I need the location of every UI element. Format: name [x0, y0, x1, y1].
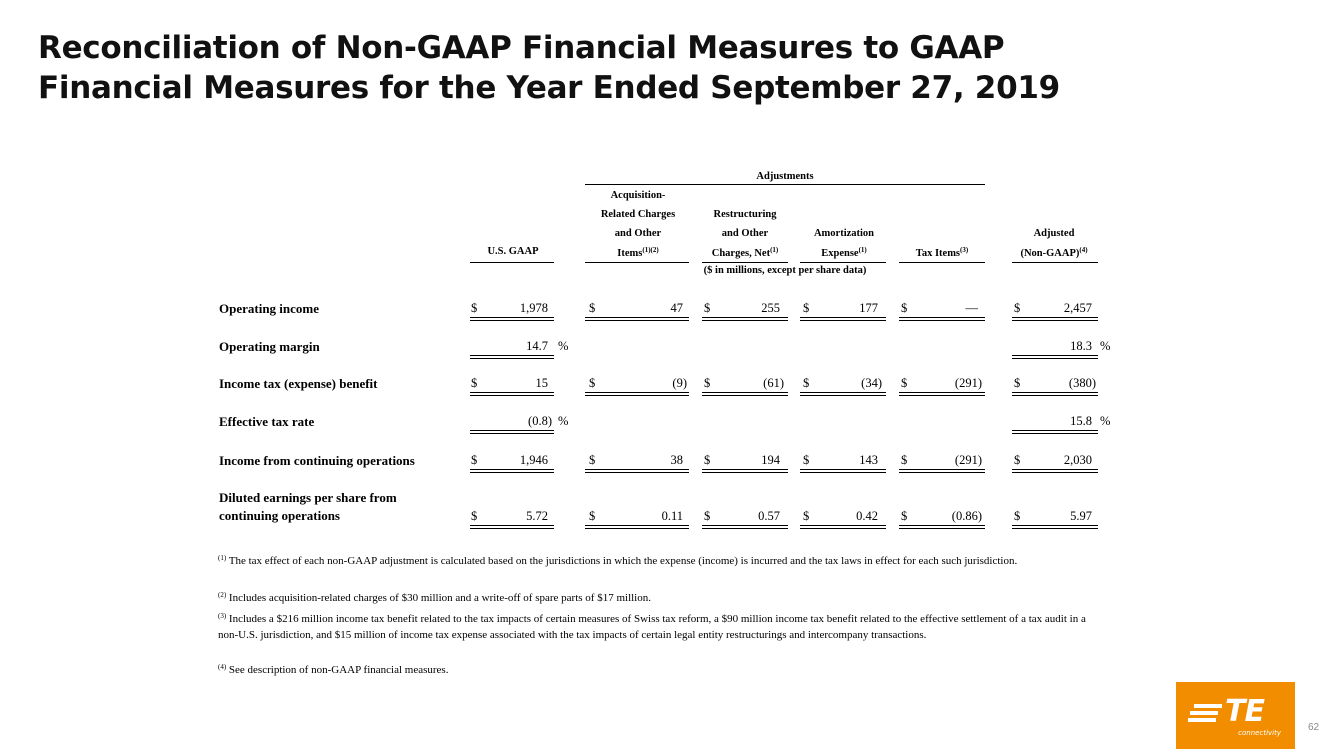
currency-symbol: $ [704, 376, 711, 390]
cell-restr: (61) [763, 376, 784, 390]
currency-symbol: $ [803, 376, 810, 390]
row-label-income-continuing-ops: Income from continuing operations [219, 453, 415, 468]
col-acq-l3: and Other [614, 228, 662, 239]
double-rule [585, 392, 689, 396]
units-note: ($ in millions, except per share data) [703, 265, 867, 276]
cell-acq: 38 [670, 453, 683, 467]
percent-symbol: % [1100, 339, 1111, 353]
col-acq-l4: Items$^{(1)(2)}$ [617, 246, 659, 259]
cell-gaap: (0.8) [528, 414, 552, 428]
currency-symbol: $ [471, 453, 478, 467]
cell-gaap: 14.7 [526, 339, 548, 353]
currency-symbol: $ [901, 453, 908, 467]
currency-symbol: $ [803, 453, 810, 467]
col-adj-l2: (Non-GAAP)$^{(4)}$ [1020, 246, 1088, 259]
col-acq-l2: Related Charges [600, 209, 676, 220]
double-rule [470, 469, 554, 473]
double-rule [585, 525, 689, 529]
currency-symbol: $ [803, 301, 810, 315]
row-label-diluted-eps-cont: continuing operations [219, 508, 340, 523]
logo-mark: TE [1188, 694, 1264, 729]
cell-adjusted: 2,457 [1063, 301, 1092, 315]
footnote-3: $^{(3)}$ Includes a $216 million income tax benefit related to the tax impacts of certain measures of Swiss tax reform, a $90 million income tax benefit related to the effective settlement of a tax audit in a non-U.S. jurisdiction, and $15 million of income tax expense associated with the tax impacts of certain legal entity restructurings and intercompany transactions. [218, 612, 1086, 641]
header-rule [585, 262, 689, 263]
double-rule [470, 317, 554, 321]
currency-symbol: $ [704, 453, 711, 467]
footnote-2: $^{(2)}$ Includes acquisition-related charges of $30 million and a write-off of spare parts of $17 million. [218, 591, 651, 604]
col-amort-l1: Amortization [813, 228, 875, 239]
double-rule [1012, 392, 1098, 396]
double-rule [1012, 525, 1098, 529]
double-rule [800, 525, 886, 529]
double-rule [702, 525, 788, 529]
currency-symbol: $ [1014, 376, 1021, 390]
currency-symbol: $ [704, 301, 711, 315]
row-label-operating-income: Operating income [219, 301, 320, 316]
double-rule [899, 469, 985, 473]
col-gaap: U.S. GAAP [487, 246, 539, 257]
logo-subtext: connectivity [1238, 729, 1281, 737]
cell-tax: (0.86) [951, 509, 982, 523]
col-restr-l2: and Other [721, 228, 769, 239]
cell-tax: (291) [954, 453, 982, 467]
double-rule [899, 525, 985, 529]
cell-acq: 0.11 [661, 509, 683, 523]
double-rule [702, 317, 788, 321]
footnote-1: $^{(1)}$ The tax effect of each non-GAAP adjustment is calculated based on the jurisdictions in which the expense (income) is incurred and the tax laws in effect for each such jurisdiction. [218, 554, 1018, 567]
col-adj-l1: Adjusted [1033, 228, 1075, 239]
double-rule [585, 469, 689, 473]
double-rule [470, 430, 554, 434]
col-amort-l2: Expense$^{(1)}$ [821, 246, 867, 259]
currency-symbol: $ [1014, 509, 1021, 523]
col-restr-l1: Restructuring [713, 209, 777, 220]
double-rule [1012, 317, 1098, 321]
double-rule [470, 525, 554, 529]
percent-symbol: % [558, 414, 569, 428]
cell-amort: 177 [859, 301, 878, 315]
cell-tax: — [965, 301, 978, 315]
header-rule [800, 262, 886, 263]
cell-gaap: 5.72 [526, 509, 548, 523]
header-rule [702, 262, 788, 263]
double-rule [470, 355, 554, 359]
logo-stripes-icon [1188, 702, 1224, 724]
header-rule [1012, 262, 1098, 263]
row-label-diluted-eps: Diluted earnings per share from [219, 490, 397, 505]
double-rule [899, 317, 985, 321]
adjustments-rule [585, 184, 985, 185]
row-label-income-tax: Income tax (expense) benefit [219, 376, 378, 391]
cell-adjusted: 5.97 [1070, 509, 1092, 523]
percent-symbol: % [558, 339, 569, 353]
cell-adjusted: 18.3 [1070, 339, 1092, 353]
cell-adjusted: 2,030 [1063, 453, 1092, 467]
double-rule [800, 392, 886, 396]
row-label-effective-tax-rate: Effective tax rate [219, 414, 315, 429]
page-number: 62 [1308, 722, 1320, 733]
double-rule [800, 317, 886, 321]
currency-symbol: $ [471, 301, 478, 315]
currency-symbol: $ [901, 376, 908, 390]
cell-restr: 194 [761, 453, 780, 467]
header-rule [899, 262, 985, 263]
cell-gaap: 15 [535, 376, 548, 390]
currency-symbol: $ [589, 376, 596, 390]
adjustments-header: Adjustments [756, 171, 814, 182]
currency-symbol: $ [901, 509, 908, 523]
cell-adjusted: (380) [1068, 376, 1096, 390]
double-rule [470, 392, 554, 396]
cell-amort: 0.42 [856, 509, 878, 523]
te-connectivity-logo [1176, 682, 1295, 749]
cell-acq: 47 [670, 301, 683, 315]
cell-gaap: 1,978 [519, 301, 548, 315]
cell-amort: (34) [861, 376, 882, 390]
double-rule [800, 469, 886, 473]
double-rule [585, 317, 689, 321]
col-acq-l1: Acquisition- [610, 190, 666, 201]
page-title: Reconciliation of Non-GAAP Financial Measures to GAAP Financial Measures for the Year Ended September 27, 2019 [38, 30, 1060, 106]
currency-symbol: $ [589, 509, 596, 523]
currency-symbol: $ [471, 509, 478, 523]
currency-symbol: $ [704, 509, 711, 523]
cell-amort: 143 [859, 453, 878, 467]
double-rule [1012, 355, 1098, 359]
currency-symbol: $ [589, 301, 596, 315]
col-tax: Tax Items$^{(3)}$ [915, 246, 969, 259]
cell-restr: 255 [761, 301, 780, 315]
percent-symbol: % [1100, 414, 1111, 428]
cell-tax: (291) [954, 376, 982, 390]
double-rule [1012, 430, 1098, 434]
double-rule [1012, 469, 1098, 473]
cell-adjusted: 15.8 [1070, 414, 1092, 428]
footnote-4: $^{(4)}$ See description of non-GAAP financial measures. [218, 663, 449, 676]
row-label-operating-margin: Operating margin [219, 339, 320, 354]
cell-acq: (9) [672, 376, 687, 390]
currency-symbol: $ [589, 453, 596, 467]
double-rule [702, 469, 788, 473]
double-rule [899, 392, 985, 396]
cell-restr: 0.57 [758, 509, 780, 523]
currency-symbol: $ [471, 376, 478, 390]
header-rule [470, 262, 554, 263]
cell-gaap: 1,946 [519, 453, 548, 467]
currency-symbol: $ [901, 301, 908, 315]
currency-symbol: $ [803, 509, 810, 523]
currency-symbol: $ [1014, 453, 1021, 467]
currency-symbol: $ [1014, 301, 1021, 315]
col-restr-l3: Charges, Net$^{(1)}$ [711, 246, 779, 259]
double-rule [702, 392, 788, 396]
